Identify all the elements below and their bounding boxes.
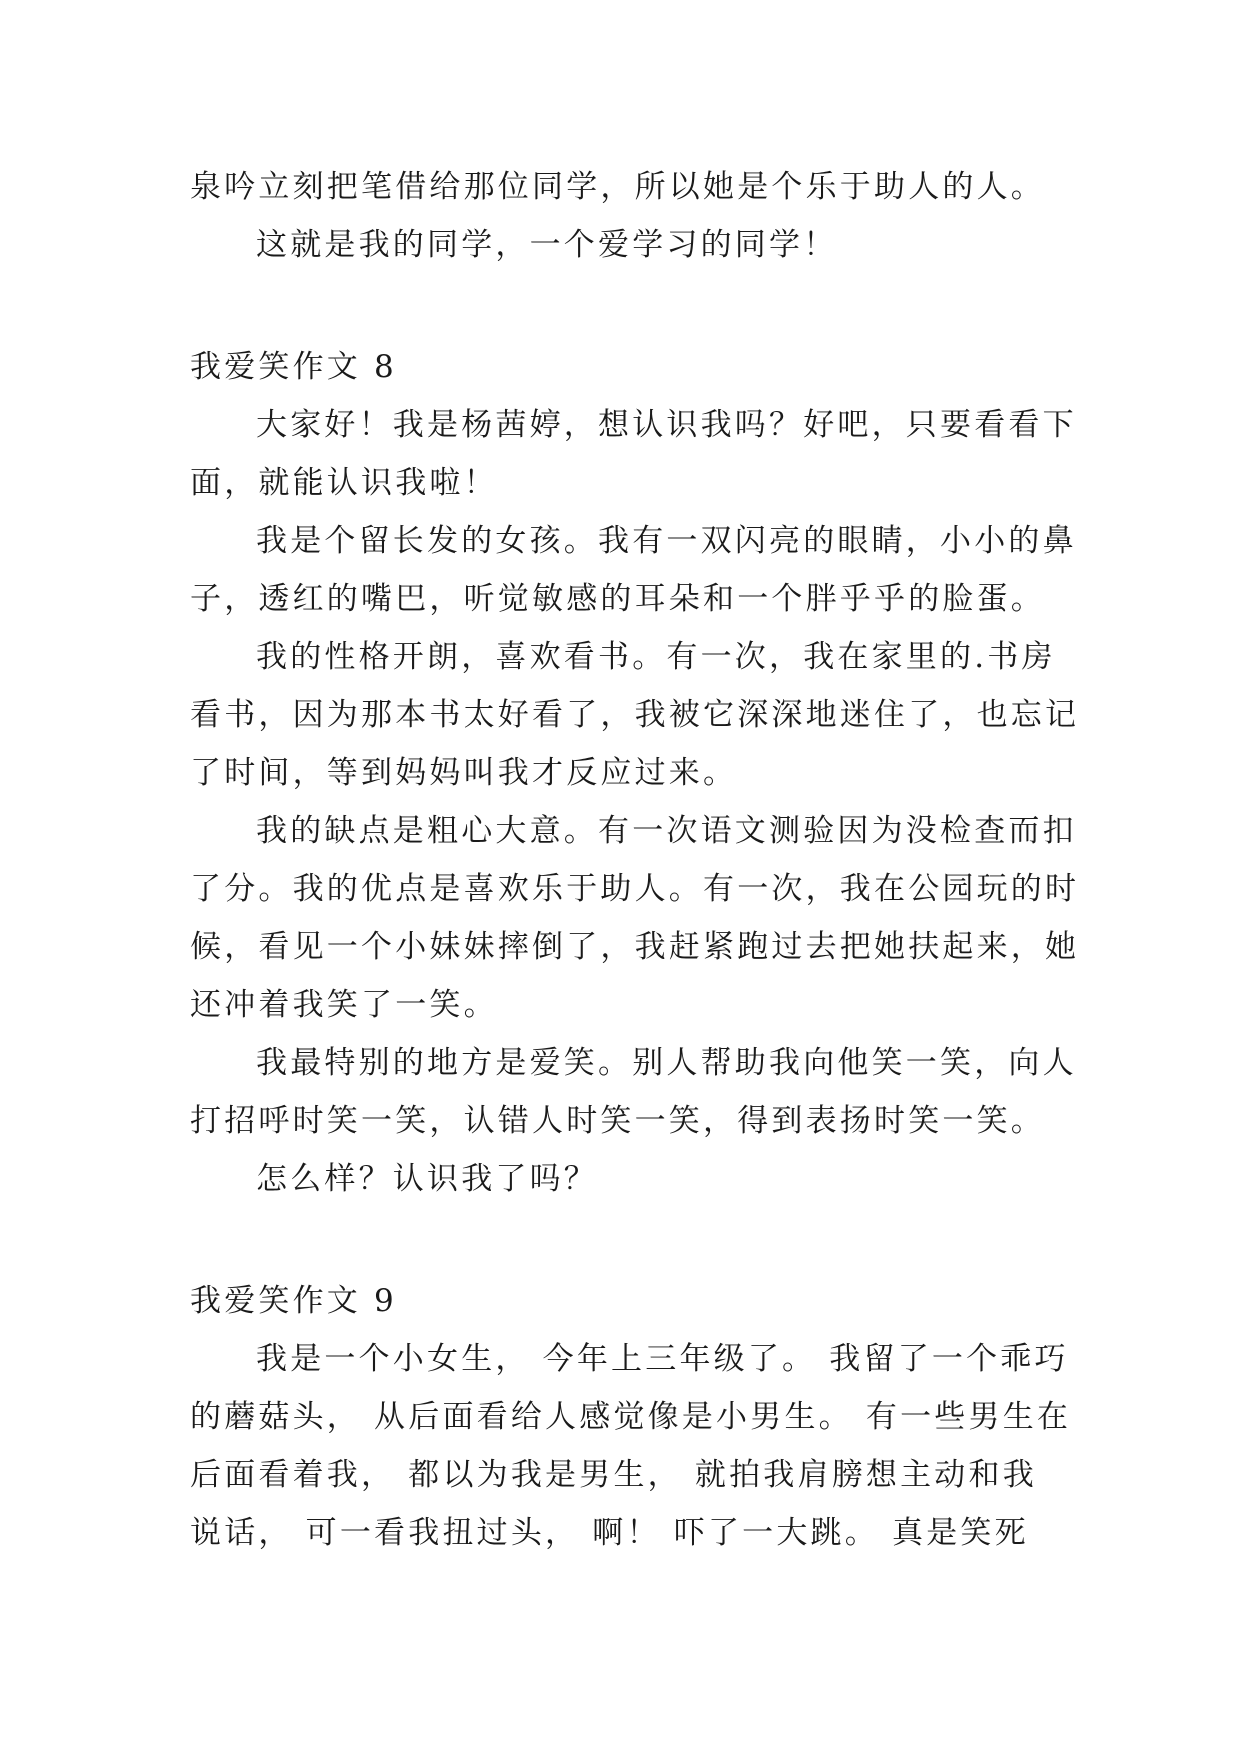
paragraph-line: 说话， 可一看我扭过头， 啊！ 吓了一大跳。 真是笑死 (190, 1515, 1029, 1551)
paragraph-line: 我是个留长发的女孩。我有一双闪亮的眼睛，小小的鼻 (256, 523, 1077, 559)
paragraph-line: 我是一个小女生， 今年上三年级了。 我留了一个乖巧 (256, 1341, 1069, 1377)
paragraph-line: 了分。我的优点是喜欢乐于助人。有一次，我在公园玩的时 (190, 871, 1080, 907)
paragraph-line: 大家好！我是杨茜婷，想认识我吗？好吧，只要看看下 (256, 407, 1077, 443)
paragraph-line: 我最特别的地方是爱笑。别人帮助我向他笑一笑，向人 (256, 1045, 1077, 1081)
paragraph-line: 候，看见一个小妹妹摔倒了，我赶紧跑过去把她扶起来，她 (190, 929, 1080, 965)
section-title-9: 我爱笑作文 9 (190, 1283, 397, 1319)
paragraph-line: 后面看着我， 都以为我是男生， 就拍我肩膀想主动和我 (190, 1457, 1037, 1493)
paragraph-line: 了时间，等到妈妈叫我才反应过来。 (190, 755, 738, 791)
paragraph-line: 看书，因为那本书太好看了，我被它深深地迷住了，也忘记 (190, 697, 1080, 733)
paragraph-line: 这就是我的同学，一个爱学习的同学！ (256, 227, 838, 263)
paragraph-line: 面，就能认识我啦！ (190, 465, 498, 501)
document-page (190, 158, 1080, 1562)
paragraph-line: 泉吟立刻把笔借给那位同学，所以她是个乐于助人的人。 (190, 169, 1045, 205)
paragraph-line: 子，透红的嘴巴，听觉敏感的耳朵和一个胖乎乎的脸蛋。 (190, 581, 1045, 617)
section-spacer (190, 274, 1058, 338)
paragraph-line: 我的缺点是粗心大意。有一次语文测验因为没检查而扣 (256, 813, 1077, 849)
section-title-8: 我爱笑作文 8 (190, 349, 397, 385)
paragraph-line: 还冲着我笑了一笑。 (190, 987, 498, 1023)
paragraph-line: 的蘑菇头， 从后面看给人感觉像是小男生。 有一些男生在 (190, 1399, 1072, 1435)
paragraph-line: 打招呼时笑一笑，认错人时笑一笑，得到表扬时笑一笑。 (190, 1103, 1045, 1139)
section-spacer (190, 1208, 1058, 1272)
paragraph-line: 怎么样？认识我了吗？ (256, 1161, 598, 1197)
paragraph-line: 我的性格开朗，喜欢看书。有一次，我在家里的.书房 (256, 639, 1056, 675)
